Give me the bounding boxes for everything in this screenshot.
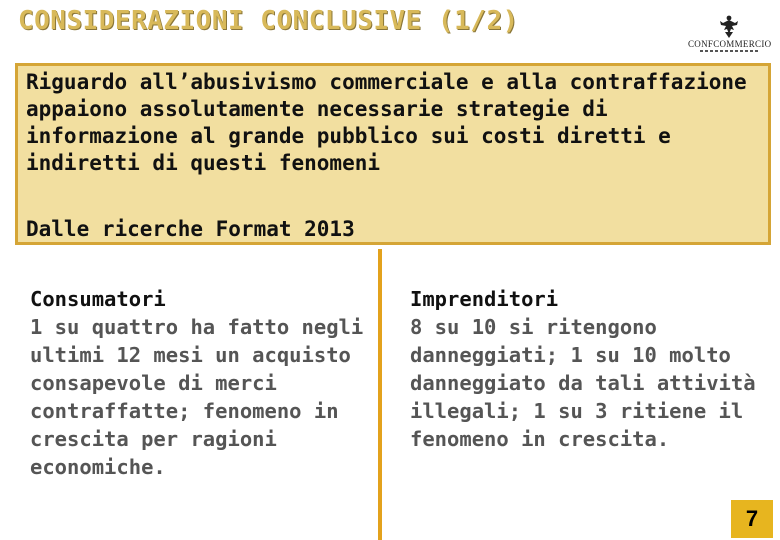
consumers-column xyxy=(30,285,375,481)
logo-text: CONFCOMMERCIO xyxy=(688,39,772,49)
source-note: Dalle ricerche Format 2013 xyxy=(26,217,355,241)
eagle-crest-icon xyxy=(688,14,770,40)
logo-tagline-line xyxy=(700,50,758,52)
page-number-badge: 7 xyxy=(731,500,773,538)
column-body: 1 su quattro ha fatto negli ultimi 12 mesi un acquisto consapevole di merci contraffatte; fenomeno in crescita per ragioni economiche. xyxy=(30,315,364,479)
column-heading: Imprenditori xyxy=(410,287,559,311)
column-body: 8 su 10 si ritengono danneggiati; 1 su 10 molto danneggiato da tali attività illegali; 1 su 3 ritiene il fenomeno in crescita. xyxy=(410,315,756,451)
column-heading: Consumatori xyxy=(30,287,166,311)
highlight-text: Riguardo all’abusivismo commerciale e alla contraffazione appaiono assolutamente necessarie strategie di informazione al grande pubblico sui costi diretti e indiretti di questi fenomeni xyxy=(26,70,747,175)
confcommercio-logo xyxy=(688,14,770,56)
column-divider xyxy=(378,249,382,540)
entrepreneurs-column xyxy=(410,285,765,453)
slide-title: CONSIDERAZIONI CONCLUSIVE (1/2) xyxy=(18,6,519,36)
highlight-box xyxy=(15,63,771,245)
